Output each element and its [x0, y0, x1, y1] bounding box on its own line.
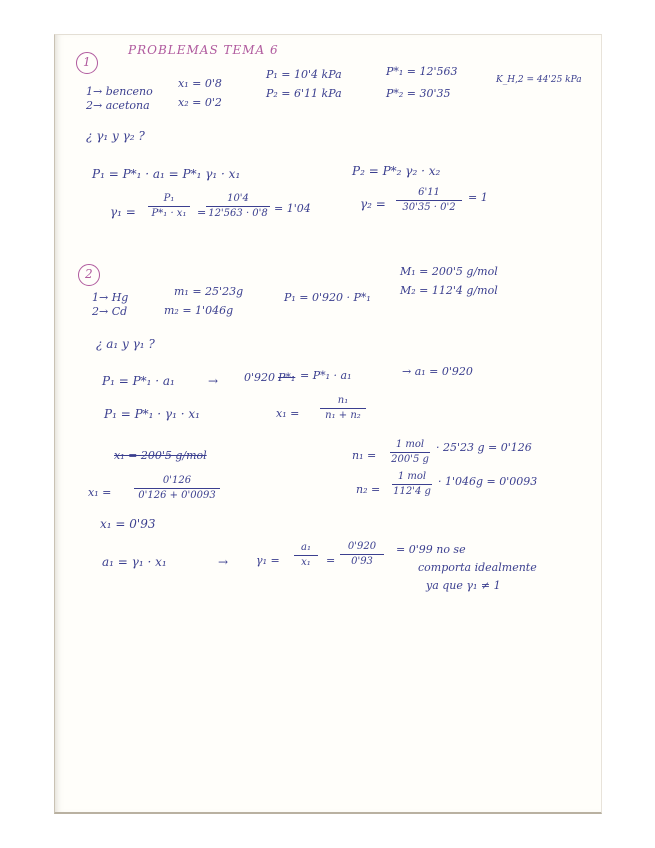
- p1-KH: K_H,2 = 44'25 kPa: [496, 75, 582, 85]
- p2-x1-den: n₁ + n₂: [325, 410, 361, 421]
- p2-last-frac: [294, 543, 318, 568]
- p1-gamma1-frac2: [206, 194, 270, 219]
- p1-eq1: P₁ = P*₁ · a₁ = P*₁ γ₁ · x₁: [92, 167, 241, 181]
- p2-x1b-frac: [134, 476, 220, 501]
- p2-n2-frac: [392, 472, 432, 497]
- p2-n1-frac: [390, 440, 430, 465]
- p2-x1-frac: [320, 396, 366, 421]
- p1-gamma2-result: = 1: [468, 191, 488, 204]
- p2-component-2: 2→ Cd: [92, 305, 128, 318]
- p2-eq1-arrow: →: [208, 374, 219, 388]
- p2-question: ¿ a₁ y γ₁ ?: [96, 337, 155, 351]
- p2-note-2: ya que γ₁ ≠ 1: [426, 579, 501, 592]
- problem-2-number: 2: [85, 267, 93, 281]
- p2-component-1: 1→ Hg: [92, 291, 129, 304]
- p2-M2: M₂ = 112'4 g/mol: [400, 284, 498, 297]
- p2-last-frac2: [340, 542, 384, 567]
- p2-x1b-lhs: x₁ =: [88, 486, 112, 499]
- p1-component-1: 1→ benceno: [86, 85, 153, 98]
- p2-last-a: a₁ = γ₁ · x₁: [102, 555, 167, 569]
- p1-x2: x₂ = 0'2: [178, 96, 222, 109]
- p2-eq1-d: → a₁ = 0'920: [402, 365, 473, 378]
- p1-gamma1-lhs: γ₁ =: [110, 205, 136, 219]
- p2-x1b-den: 0'126 + 0'0093: [138, 490, 216, 501]
- p2-n1-result: · 25'23 g = 0'126: [436, 441, 532, 454]
- p2-last-arrow: →: [218, 555, 229, 569]
- p2-last-den2: 0'93: [351, 556, 373, 567]
- p2-last-eq: =: [326, 554, 336, 567]
- p2-n2-num: 1 mol: [397, 471, 427, 482]
- p2-x1-result: x₁ = 0'93: [100, 517, 156, 531]
- p1-x1: x₁ = 0'8: [178, 77, 222, 90]
- p2-last-num2: 0'920: [347, 541, 377, 552]
- p2-n1-lhs: n₁ =: [352, 449, 377, 462]
- p2-n1-num: 1 mol: [395, 439, 425, 450]
- p1-component-2: 2→ acetona: [86, 99, 150, 112]
- p1-P2star: P*₂ = 30'35: [386, 87, 451, 100]
- p2-eq2: P₁ = P*₁ · γ₁ · x₁: [104, 407, 200, 421]
- p1-gamma2-frac: [396, 188, 462, 213]
- p2-m1: m₁ = 25'23g: [174, 285, 244, 298]
- p2-n1-den: 200'5 g: [391, 454, 429, 465]
- p1-P1: P₁ = 10'4 kPa: [266, 68, 342, 81]
- p1-P2: P₂ = 6'11 kPa: [266, 87, 342, 100]
- p1-gamma1-eq: =: [197, 206, 207, 219]
- p2-last-den: x₁: [301, 557, 311, 568]
- problem-1-number: 1: [83, 55, 91, 69]
- p2-note-1: comporta idealmente: [418, 561, 537, 574]
- p2-n2-lhs: n₂ =: [356, 483, 381, 496]
- p2-last-b: γ₁ =: [256, 554, 280, 567]
- p1-gamma1-den: P*₁ · x₁: [151, 208, 187, 219]
- p2-last-num: a₁: [301, 542, 311, 553]
- p1-question: ¿ γ₁ y γ₂ ?: [86, 129, 145, 143]
- p2-n2-den: 112'4 g: [393, 486, 431, 497]
- p2-m2: m₂ = 1'046g: [164, 304, 234, 317]
- p1-gamma2-num: 6'11: [418, 187, 440, 198]
- p2-struck-line: x₁ = 200'5 g/mol: [114, 449, 207, 462]
- p2-eq1-a: P₁ = P*₁ · a₁: [102, 374, 175, 388]
- p2-x1b-num: 0'126: [162, 475, 192, 486]
- p1-P1star: P*₁ = 12'563: [386, 65, 458, 78]
- p1-gamma1-den2: 12'563 · 0'8: [208, 208, 268, 219]
- notebook-page: [54, 34, 602, 814]
- p2-x1-num: n₁: [337, 395, 349, 406]
- p1-gamma2-lhs: γ₂ =: [360, 197, 386, 211]
- p1-eq2: P₂ = P*₂ γ₂ · x₂: [352, 164, 441, 178]
- p1-gamma1-result: = 1'04: [274, 202, 311, 215]
- p1-gamma2-den: 30'35 · 0'2: [402, 202, 456, 213]
- page-title: PROBLEMAS TEMA 6: [128, 43, 279, 57]
- p1-gamma1-frac: [148, 194, 190, 219]
- p2-M1: M₁ = 200'5 g/mol: [400, 265, 498, 278]
- p2-P1: P₁ = 0'920 · P*₁: [284, 291, 371, 304]
- p2-eq1-b: 0'920: [244, 371, 276, 384]
- p2-eq1-c: = P*₁ · a₁: [300, 369, 352, 382]
- p1-gamma1-num: P₁: [163, 193, 175, 204]
- p2-last-result: = 0'99 no se: [396, 543, 466, 556]
- p2-n2-result: · 1'046g = 0'0093: [438, 475, 538, 488]
- p2-x1-lhs: x₁ =: [276, 407, 300, 420]
- p1-gamma1-num2: 10'4: [227, 193, 249, 204]
- p2-eq1-b-strike: P*₁: [278, 371, 296, 384]
